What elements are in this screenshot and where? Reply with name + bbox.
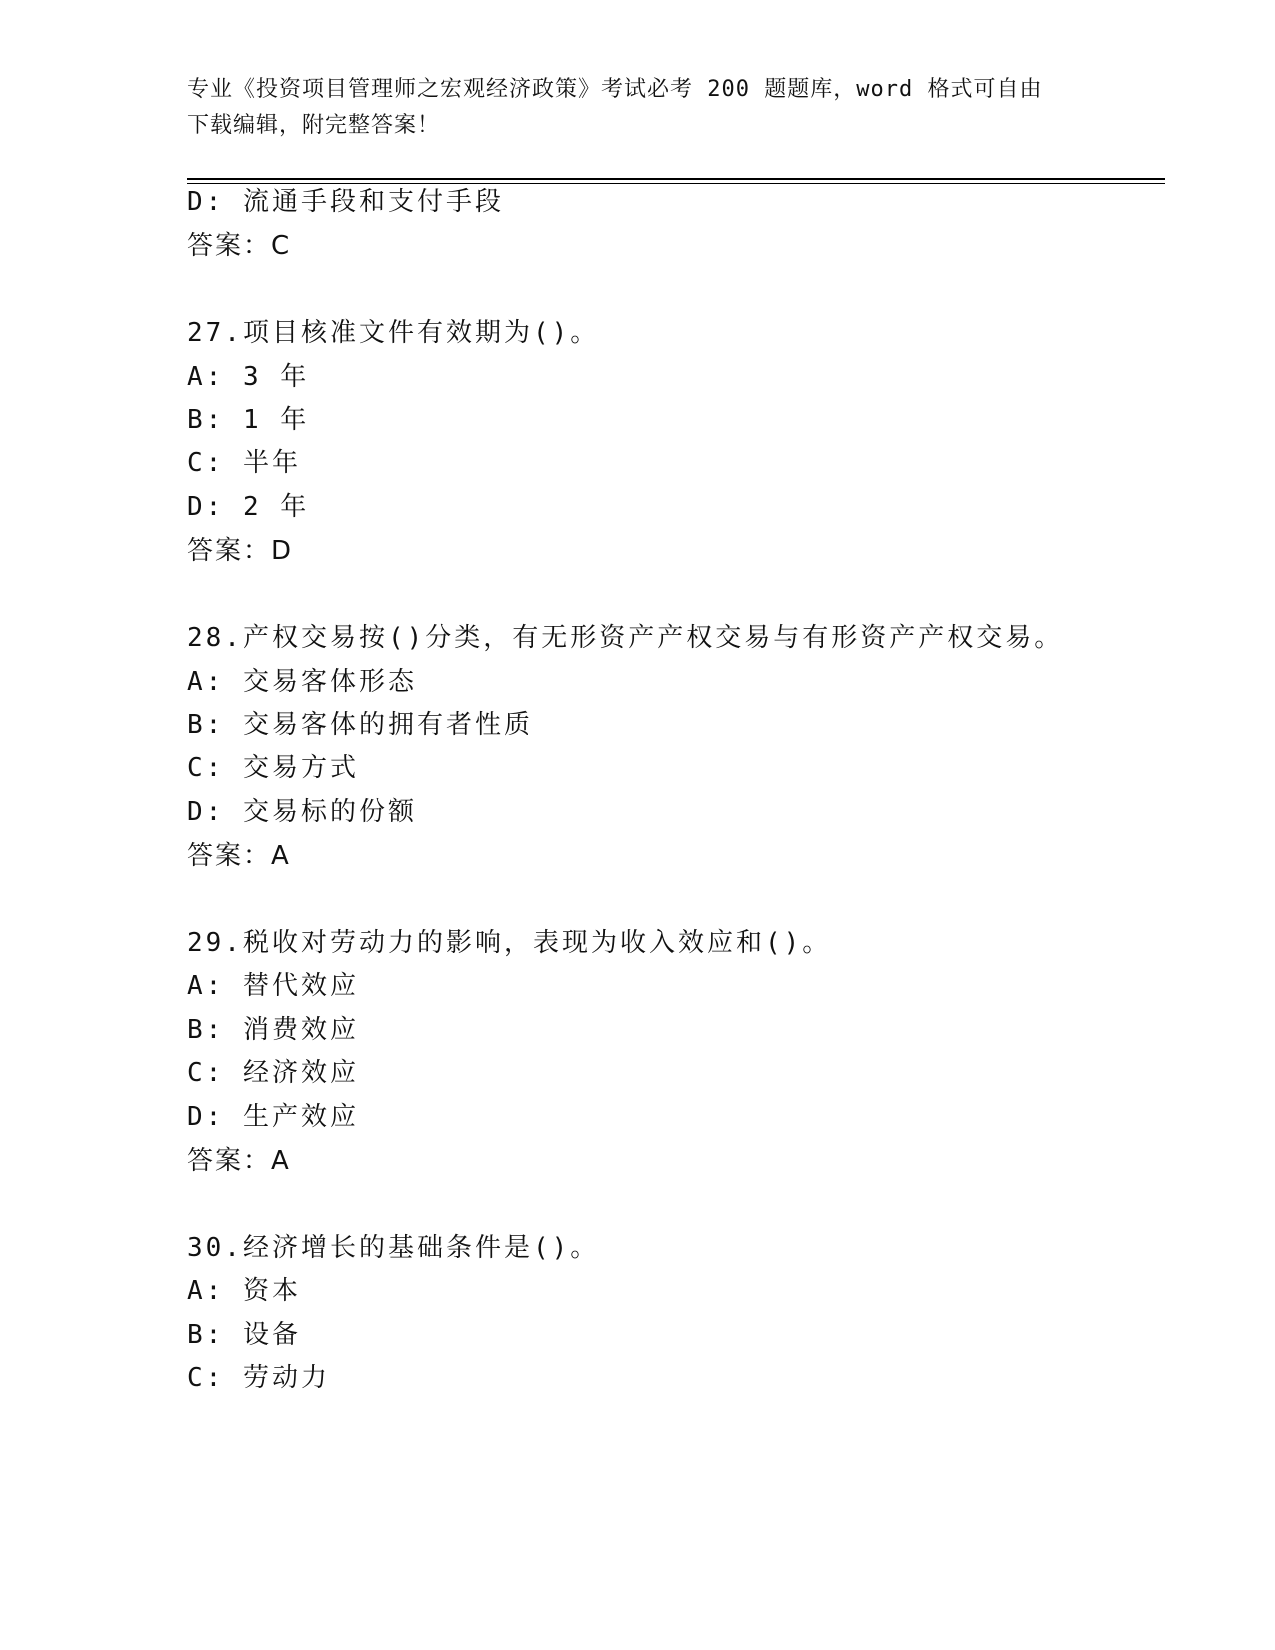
question-29-option-a: A: 替代效应	[187, 971, 359, 1001]
question-30-option-b: B: 设备	[187, 1320, 301, 1350]
question-28-option-b: B: 交易客体的拥有者性质	[187, 710, 533, 740]
question-27-option-a: A: 3 年	[187, 362, 310, 392]
question-27-option-d: D: 2 年	[187, 492, 310, 522]
header-divider-thin	[187, 183, 1165, 184]
question-30-option-a: A: 资本	[187, 1276, 301, 1306]
question-28-option-d: D: 交易标的份额	[187, 797, 417, 827]
question-27-answer: 答案：D	[187, 536, 294, 566]
question-27-option-c: C: 半年	[187, 448, 301, 478]
prev-answer: 答案：C	[187, 231, 292, 261]
prev-option-d: D: 流通手段和支付手段	[187, 187, 504, 217]
question-29-option-c: C: 经济效应	[187, 1058, 359, 1088]
question-30-stem: 30.经济增长的基础条件是()。	[187, 1233, 600, 1263]
question-27-stem: 27.项目核准文件有效期为()。	[187, 318, 600, 348]
question-28-stem: 28.产权交易按()分类，有无形资产产权交易与有形资产产权交易。	[187, 623, 1064, 653]
document-header	[187, 72, 1087, 144]
question-27-option-b: B: 1 年	[187, 405, 310, 435]
question-29-option-d: D: 生产效应	[187, 1102, 359, 1132]
header-divider-thick	[187, 178, 1165, 180]
question-30-option-c: C: 劳动力	[187, 1363, 330, 1393]
question-28-answer: 答案：A	[187, 841, 291, 871]
question-29-stem: 29.税收对劳动力的影响，表现为收入效应和()。	[187, 928, 832, 958]
question-28-option-a: A: 交易客体形态	[187, 667, 417, 697]
question-29-option-b: B: 消费效应	[187, 1015, 359, 1045]
question-29-answer: 答案：A	[187, 1146, 291, 1176]
header-line-1: 专业《投资项目管理师之宏观经济政策》考试必考 200 题题库，word 格式可自由	[187, 77, 1043, 102]
header-line-2: 下载编辑，附完整答案！	[187, 113, 441, 138]
question-28-option-c: C: 交易方式	[187, 753, 359, 783]
